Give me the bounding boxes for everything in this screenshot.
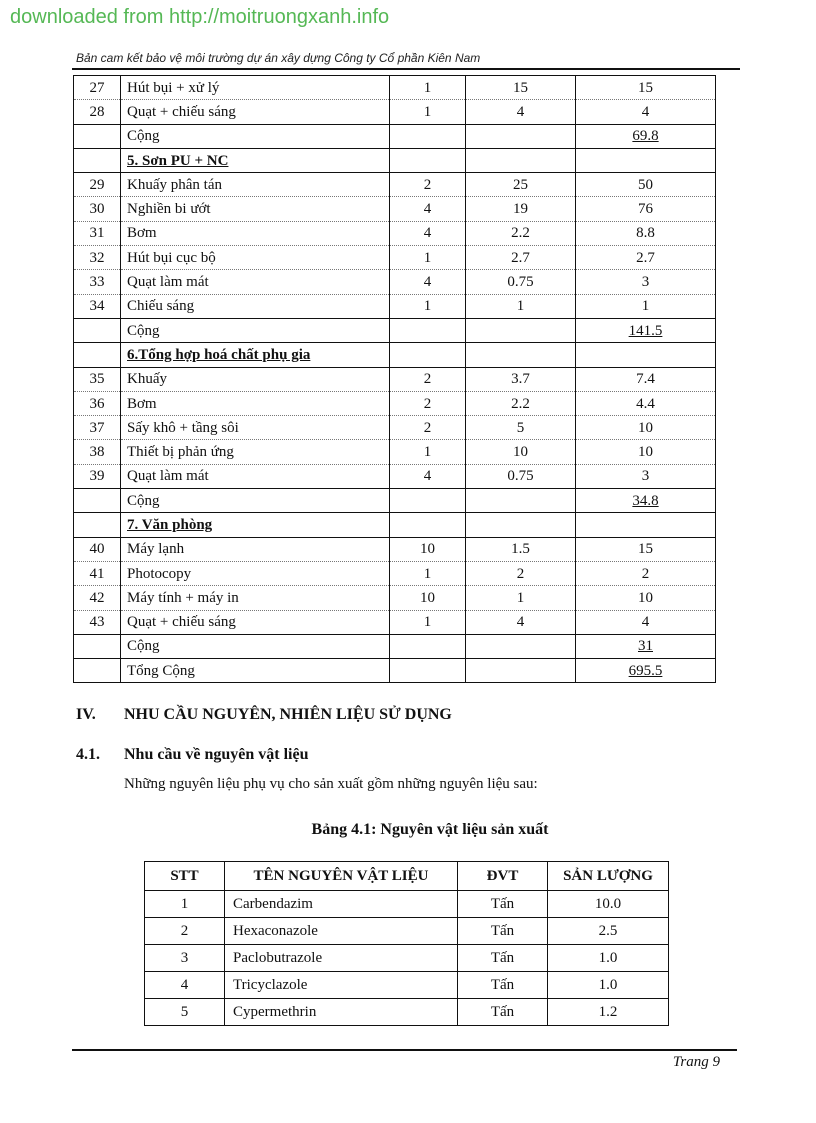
subtotal-row bbox=[74, 659, 716, 683]
cell-total: 76 bbox=[576, 197, 716, 221]
cell-total: 31 bbox=[576, 634, 716, 658]
cell-output: 1.2 bbox=[548, 999, 669, 1026]
cell-material-name: Carbendazim bbox=[225, 891, 458, 918]
cell-qty: 1 bbox=[390, 440, 466, 464]
cell-stt bbox=[74, 318, 121, 342]
cell-power: 2 bbox=[466, 561, 576, 585]
subtotal-row bbox=[74, 489, 716, 513]
cell-name: Thiết bị phản ứng bbox=[121, 440, 390, 464]
cell-stt: 30 bbox=[74, 197, 121, 221]
cell-name: Máy lạnh bbox=[121, 537, 390, 561]
cell-unit: Tấn bbox=[458, 999, 548, 1026]
cell-name: Hút bụi + xử lý bbox=[121, 76, 390, 100]
cell-stt bbox=[74, 513, 121, 537]
cell-qty: 1 bbox=[390, 246, 466, 270]
page-number: Trang 9 bbox=[672, 1054, 720, 1070]
table-row bbox=[74, 100, 716, 124]
header-unit: ĐVT bbox=[458, 862, 548, 891]
table-row bbox=[74, 76, 716, 100]
cell-stt: 42 bbox=[74, 586, 121, 610]
table-row bbox=[74, 270, 716, 294]
cell-total: 3 bbox=[576, 270, 716, 294]
cell-name: Khuấy phân tán bbox=[121, 173, 390, 197]
table-row bbox=[74, 586, 716, 610]
cell-total: 4 bbox=[576, 610, 716, 634]
table-row bbox=[74, 391, 716, 415]
subtotal-row bbox=[74, 634, 716, 658]
subsection-number: 4.1. bbox=[76, 746, 100, 763]
table-row bbox=[145, 891, 669, 918]
cell-total: 2.7 bbox=[576, 246, 716, 270]
cell-power: 15 bbox=[466, 76, 576, 100]
cell-total: 15 bbox=[576, 537, 716, 561]
cell-qty bbox=[390, 343, 466, 367]
table-row bbox=[74, 246, 716, 270]
cell-qty: 1 bbox=[390, 76, 466, 100]
table-row bbox=[74, 610, 716, 634]
table-row bbox=[74, 221, 716, 245]
cell-name: Quạt làm mát bbox=[121, 464, 390, 488]
cell-qty: 4 bbox=[390, 197, 466, 221]
cell-qty bbox=[390, 318, 466, 342]
cell-stt: 41 bbox=[74, 561, 121, 585]
cell-total: 50 bbox=[576, 173, 716, 197]
cell-total: 3 bbox=[576, 464, 716, 488]
cell-stt: 3 bbox=[145, 945, 225, 972]
cell-total: 7.4 bbox=[576, 367, 716, 391]
cell-power: 0.75 bbox=[466, 464, 576, 488]
cell-output: 10.0 bbox=[548, 891, 669, 918]
cell-stt: 33 bbox=[74, 270, 121, 294]
cell-name: Tổng Cộng bbox=[121, 659, 390, 683]
cell-material-name: Paclobutrazole bbox=[225, 945, 458, 972]
table-row bbox=[74, 561, 716, 585]
table-row bbox=[74, 197, 716, 221]
table-caption: Bảng 4.1: Nguyên vật liệu sản xuất bbox=[311, 821, 549, 838]
cell-unit: Tấn bbox=[458, 891, 548, 918]
cell-output: 2.5 bbox=[548, 918, 669, 945]
cell-stt: 29 bbox=[74, 173, 121, 197]
cell-name: Cộng bbox=[121, 318, 390, 342]
materials-table bbox=[144, 861, 669, 1026]
cell-name: Cộng bbox=[121, 634, 390, 658]
cell-stt: 39 bbox=[74, 464, 121, 488]
cell-stt: 40 bbox=[74, 537, 121, 561]
cell-qty bbox=[390, 124, 466, 148]
cell-qty: 10 bbox=[390, 537, 466, 561]
header-material-name: TÊN NGUYÊN VẬT LIỆU bbox=[225, 862, 458, 891]
cell-stt: 27 bbox=[74, 76, 121, 100]
cell-material-name: Cypermethrin bbox=[225, 999, 458, 1026]
cell-qty: 2 bbox=[390, 391, 466, 415]
cell-stt: 34 bbox=[74, 294, 121, 318]
cell-unit: Tấn bbox=[458, 945, 548, 972]
cell-total: 2 bbox=[576, 561, 716, 585]
cell-power: 3.7 bbox=[466, 367, 576, 391]
intro-paragraph: Những nguyên liệu phụ vụ cho sản xuất gồm những nguyên liệu sau: bbox=[124, 776, 538, 792]
subsection-title: Nhu cầu về nguyên vật liệu bbox=[124, 746, 309, 763]
cell-power bbox=[466, 148, 576, 172]
cell-total: 15 bbox=[576, 76, 716, 100]
cell-power bbox=[466, 343, 576, 367]
cell-stt: 4 bbox=[145, 972, 225, 999]
cell-power bbox=[466, 634, 576, 658]
cell-name: Photocopy bbox=[121, 561, 390, 585]
cell-stt: 37 bbox=[74, 416, 121, 440]
cell-name: Chiếu sáng bbox=[121, 294, 390, 318]
table-row bbox=[145, 918, 669, 945]
cell-power bbox=[466, 489, 576, 513]
cell-total: 695.5 bbox=[576, 659, 716, 683]
cell-unit: Tấn bbox=[458, 918, 548, 945]
equipment-power-table bbox=[73, 75, 716, 683]
header-rule bbox=[72, 68, 740, 70]
cell-total: 34.8 bbox=[576, 489, 716, 513]
cell-total bbox=[576, 343, 716, 367]
section-title: NHU CẦU NGUYÊN, NHIÊN LIỆU SỬ DỤNG bbox=[124, 706, 452, 723]
cell-stt: 32 bbox=[74, 246, 121, 270]
cell-power: 1.5 bbox=[466, 537, 576, 561]
table-row bbox=[145, 945, 669, 972]
cell-total bbox=[576, 148, 716, 172]
cell-qty: 1 bbox=[390, 610, 466, 634]
document-header: Bản cam kết bảo vệ môi trường dự án xây dựng Công ty Cổ phần Kiên Nam bbox=[76, 51, 481, 65]
cell-power: 1 bbox=[466, 586, 576, 610]
cell-power: 4 bbox=[466, 100, 576, 124]
cell-power bbox=[466, 513, 576, 537]
table-row bbox=[74, 537, 716, 561]
cell-stt bbox=[74, 343, 121, 367]
cell-qty bbox=[390, 659, 466, 683]
cell-name: Hút bụi cục bộ bbox=[121, 246, 390, 270]
cell-name: Quạt + chiếu sáng bbox=[121, 610, 390, 634]
materials-header-row bbox=[145, 862, 669, 891]
cell-qty: 2 bbox=[390, 416, 466, 440]
cell-name: Cộng bbox=[121, 124, 390, 148]
cell-stt bbox=[74, 489, 121, 513]
cell-power: 10 bbox=[466, 440, 576, 464]
footer-rule bbox=[72, 1049, 737, 1051]
cell-stt bbox=[74, 124, 121, 148]
cell-name: Cộng bbox=[121, 489, 390, 513]
cell-stt bbox=[74, 659, 121, 683]
cell-stt: 1 bbox=[145, 891, 225, 918]
cell-qty bbox=[390, 148, 466, 172]
cell-stt: 36 bbox=[74, 391, 121, 415]
cell-qty bbox=[390, 489, 466, 513]
table-row bbox=[74, 367, 716, 391]
cell-qty: 1 bbox=[390, 561, 466, 585]
cell-power: 1 bbox=[466, 294, 576, 318]
table-row bbox=[74, 440, 716, 464]
cell-qty: 4 bbox=[390, 464, 466, 488]
cell-power bbox=[466, 124, 576, 148]
cell-name: Quạt làm mát bbox=[121, 270, 390, 294]
cell-output: 1.0 bbox=[548, 972, 669, 999]
cell-power bbox=[466, 318, 576, 342]
cell-total: 4 bbox=[576, 100, 716, 124]
cell-stt: 2 bbox=[145, 918, 225, 945]
cell-name: Sấy khô + tầng sôi bbox=[121, 416, 390, 440]
cell-unit: Tấn bbox=[458, 972, 548, 999]
section-row bbox=[74, 513, 716, 537]
table-row bbox=[74, 294, 716, 318]
cell-power: 5 bbox=[466, 416, 576, 440]
header-output: SẢN LƯỢNG bbox=[548, 862, 669, 891]
cell-total: 10 bbox=[576, 416, 716, 440]
cell-name: Quạt + chiếu sáng bbox=[121, 100, 390, 124]
cell-stt: 28 bbox=[74, 100, 121, 124]
header-stt: STT bbox=[145, 862, 225, 891]
cell-power: 2.2 bbox=[466, 391, 576, 415]
cell-qty: 10 bbox=[390, 586, 466, 610]
cell-name: Bơm bbox=[121, 391, 390, 415]
cell-total: 10 bbox=[576, 440, 716, 464]
cell-name: 5. Sơn PU + NC bbox=[121, 148, 390, 172]
cell-name: Bơm bbox=[121, 221, 390, 245]
table-row bbox=[145, 999, 669, 1026]
table-row bbox=[145, 972, 669, 999]
section-row bbox=[74, 148, 716, 172]
cell-material-name: Hexaconazole bbox=[225, 918, 458, 945]
cell-stt bbox=[74, 634, 121, 658]
subsection-heading bbox=[76, 746, 308, 764]
cell-name: Khuấy bbox=[121, 367, 390, 391]
cell-name: Máy tính + máy in bbox=[121, 586, 390, 610]
cell-material-name: Tricyclazole bbox=[225, 972, 458, 999]
cell-power: 19 bbox=[466, 197, 576, 221]
cell-qty: 2 bbox=[390, 173, 466, 197]
cell-qty: 1 bbox=[390, 100, 466, 124]
cell-qty: 4 bbox=[390, 221, 466, 245]
subtotal-row bbox=[74, 124, 716, 148]
cell-total: 69.8 bbox=[576, 124, 716, 148]
cell-total: 1 bbox=[576, 294, 716, 318]
cell-qty: 1 bbox=[390, 294, 466, 318]
cell-qty: 2 bbox=[390, 367, 466, 391]
cell-qty: 4 bbox=[390, 270, 466, 294]
subtotal-row bbox=[74, 318, 716, 342]
cell-stt: 35 bbox=[74, 367, 121, 391]
cell-power bbox=[466, 659, 576, 683]
cell-power: 2.2 bbox=[466, 221, 576, 245]
cell-qty bbox=[390, 634, 466, 658]
table-row bbox=[74, 416, 716, 440]
table-row bbox=[74, 464, 716, 488]
cell-power: 4 bbox=[466, 610, 576, 634]
section-heading bbox=[76, 706, 452, 724]
cell-total: 10 bbox=[576, 586, 716, 610]
table-row bbox=[74, 173, 716, 197]
cell-stt: 31 bbox=[74, 221, 121, 245]
cell-stt bbox=[74, 148, 121, 172]
watermark-text: downloaded from http://moitruongxanh.info bbox=[10, 6, 390, 28]
cell-stt: 43 bbox=[74, 610, 121, 634]
cell-total bbox=[576, 513, 716, 537]
cell-qty bbox=[390, 513, 466, 537]
cell-total: 8.8 bbox=[576, 221, 716, 245]
cell-name: Nghiền bi ướt bbox=[121, 197, 390, 221]
cell-power: 2.7 bbox=[466, 246, 576, 270]
section-row bbox=[74, 343, 716, 367]
section-number: IV. bbox=[76, 706, 96, 723]
cell-total: 4.4 bbox=[576, 391, 716, 415]
cell-stt: 5 bbox=[145, 999, 225, 1026]
cell-output: 1.0 bbox=[548, 945, 669, 972]
cell-stt: 38 bbox=[74, 440, 121, 464]
cell-name: 6.Tổng hợp hoá chất phụ gia bbox=[121, 343, 390, 367]
cell-total: 141.5 bbox=[576, 318, 716, 342]
cell-power: 0.75 bbox=[466, 270, 576, 294]
cell-name: 7. Văn phòng bbox=[121, 513, 390, 537]
cell-power: 25 bbox=[466, 173, 576, 197]
